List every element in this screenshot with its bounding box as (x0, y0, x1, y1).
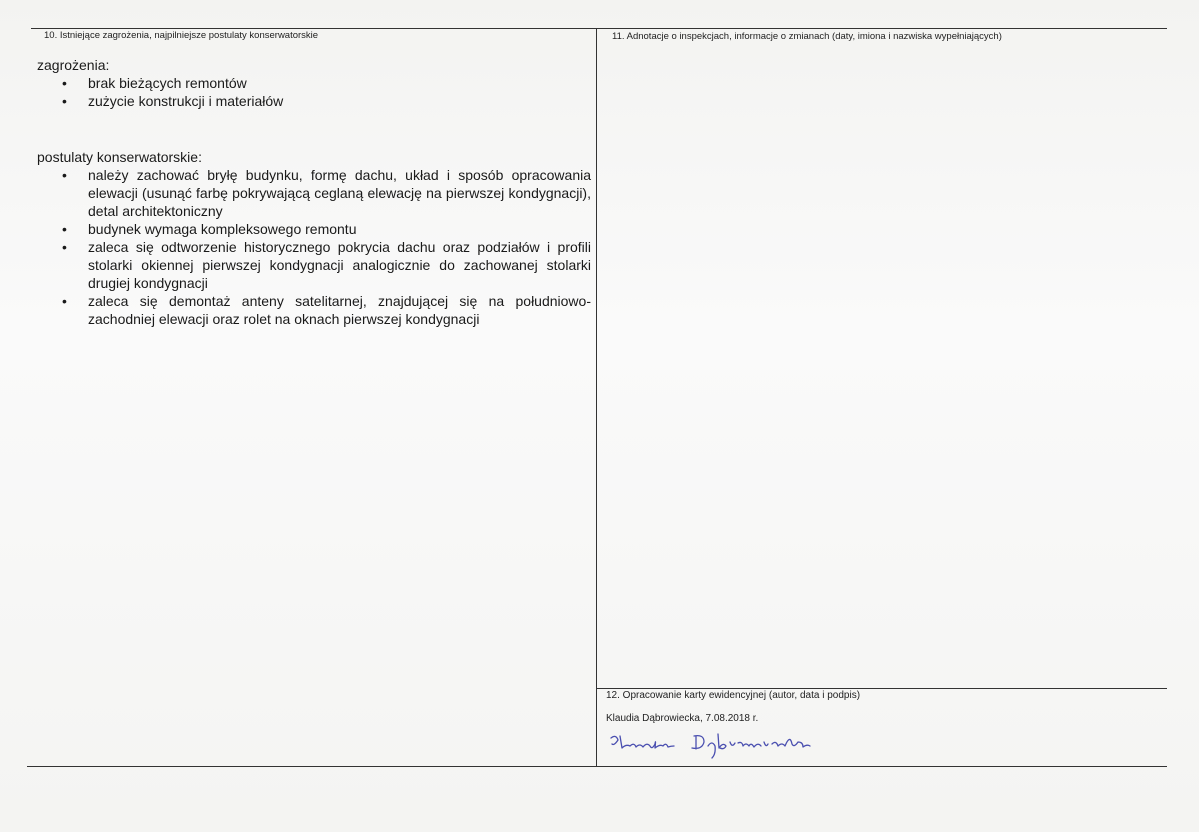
list-item: • zaleca się odtworzenie historycznego pokrycia dachu oraz podziałów i profili stolarki okiennej pierwszej kondygnacji analogicznie do zachowanej stolarki drugiej kondygnacji (62, 239, 591, 291)
threats-block (37, 56, 591, 110)
author-date: Klaudia Dąbrowiecka, 7.08.2018 r. (606, 713, 759, 724)
top-border-left (31, 28, 596, 29)
section10-header: 10. Istniejące zagrożenia, najpilniejsze postulaty konserwatorskie (44, 30, 319, 41)
list-item: • budynek wymaga kompleksowego remontu (62, 221, 357, 237)
bullet-icon: • (62, 93, 67, 109)
section12-header: 12. Opracowanie karty ewidencyjnej (autor, data i podpis) (606, 690, 861, 701)
postulates-title: postulaty konserwatorskie: (37, 149, 202, 165)
postulates-list (37, 166, 591, 328)
threats-title: zagrożenia: (37, 57, 110, 73)
bullet-icon: • (62, 239, 67, 255)
postulates-block (37, 148, 591, 328)
top-border-right (597, 28, 1167, 29)
bullet-icon: • (62, 75, 67, 91)
bullet-icon: • (62, 167, 67, 183)
bullet-icon: • (62, 221, 67, 237)
bullet-icon: • (62, 293, 67, 309)
column-divider (596, 28, 597, 767)
list-item: • zaleca się demontaż anteny satelitarnej, znajdującej się na południowo-zachodniej elewacji oraz rolet na oknach pierwszej kondygnacji (62, 293, 591, 327)
bottom-border (27, 766, 1167, 767)
handwritten-signature (608, 724, 828, 764)
list-item: • zużycie konstrukcji i materiałów (62, 93, 284, 109)
list-item: • brak bieżących remontów (62, 75, 247, 91)
threats-list (37, 74, 591, 110)
section11-header: 11. Adnotacje o inspekcjach, informacje o zmianach (daty, imiona i nazwiska wypełniających) (612, 31, 1002, 42)
list-item: • należy zachować bryłę budynku, formę dachu, układ i sposób opracowania elewacji (usunąć farbę pokrywającą ceglaną elewację na pierwszej kondygnacji), detal architektoniczny (62, 167, 591, 219)
section12-top-border (597, 688, 1167, 689)
